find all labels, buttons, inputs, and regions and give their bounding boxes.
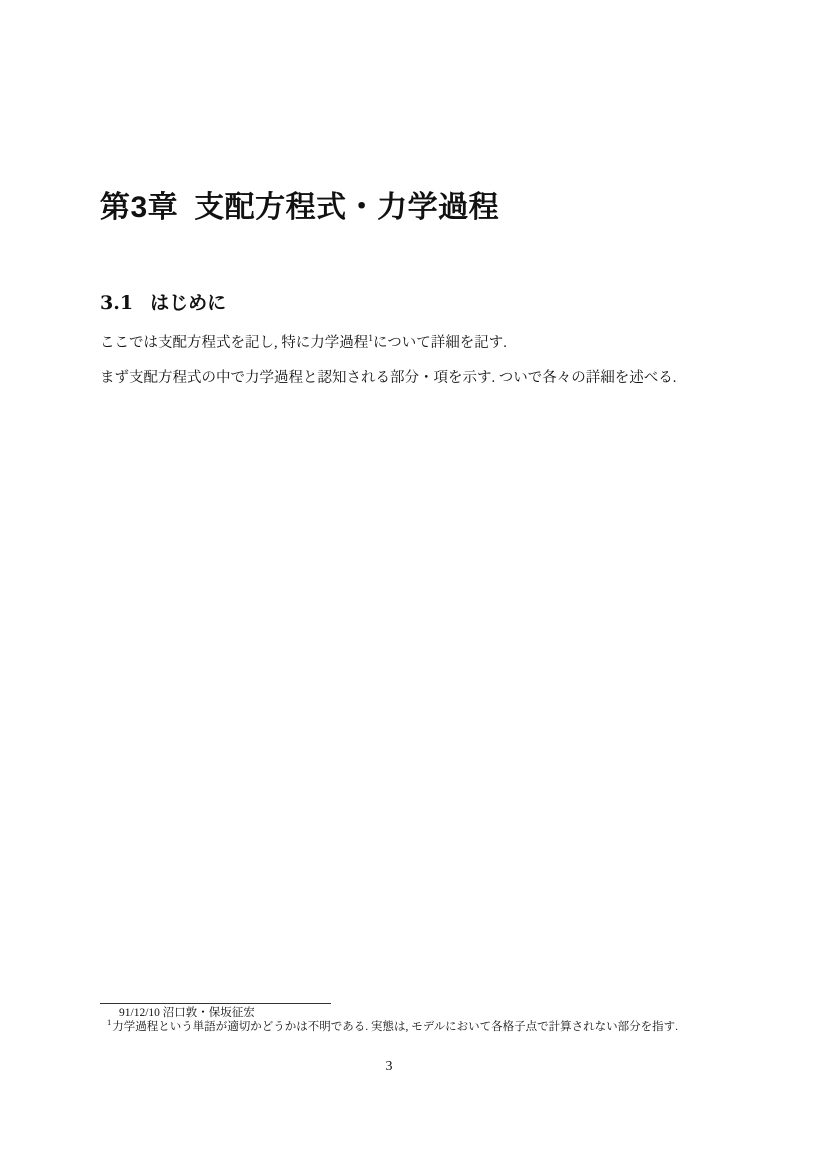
footnote-attribution: 91/12/10 沼口敦・保坂征宏 xyxy=(119,1007,255,1019)
footnote-1 xyxy=(107,1017,679,1035)
footnote-rule xyxy=(100,1003,331,1004)
paragraph-intro xyxy=(100,335,732,352)
footnote-1-marker: 1 xyxy=(107,1017,112,1028)
paragraph-intro-text: ここでは支配方程式を記し, 特に力学過程 xyxy=(100,335,369,351)
chapter-heading xyxy=(100,189,499,227)
footnote-1-text: 力学過程という単語が適切かどうかは不明である. 実態は, モデルにおいて各格子点で計算されない部分を指す. xyxy=(112,1021,679,1033)
section-title: はじめに xyxy=(150,293,227,314)
chapter-title: 支配方程式・力学過程 xyxy=(194,191,500,224)
section-number: 3.1 xyxy=(100,292,134,314)
footnote-reference-1: 1 xyxy=(368,334,373,345)
chapter-label: 第3章 xyxy=(100,191,179,224)
paragraph-intro-text-after-ref: について詳細を記す. xyxy=(373,335,507,351)
section-heading xyxy=(100,291,226,317)
page-number: 3 xyxy=(385,1059,393,1074)
paragraph-overview: まず支配方程式の中で力学過程と認知される部分・項を示す. ついで各々の詳細を述べる. xyxy=(100,370,677,386)
